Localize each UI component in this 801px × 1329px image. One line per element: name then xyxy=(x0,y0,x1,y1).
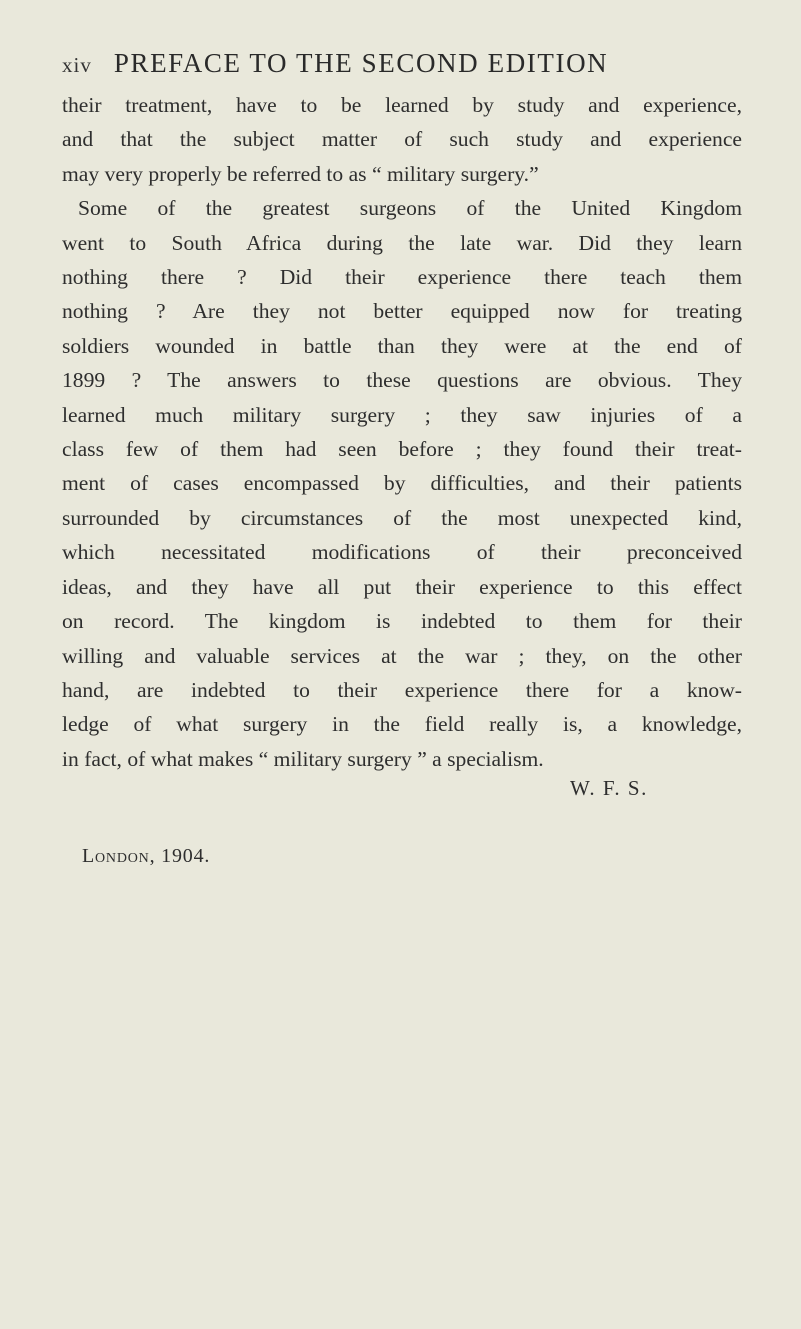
text-line: nothing there ? Did their experience there teach them xyxy=(62,265,742,290)
text-line: and that the subject matter of such study and experience xyxy=(62,127,742,152)
text-line: hand, are indebted to their experience there for a know- xyxy=(62,677,742,702)
author-initials: W. F. S. xyxy=(570,776,648,800)
text-line: ledge of what surgery in the field really is, a knowledge, xyxy=(62,712,742,737)
text-line: Some of the greatest surgeons of the United Kingdom xyxy=(78,196,742,221)
text-line: willing and valuable services at the war ; they, on the other xyxy=(62,643,742,668)
text-line: 1899 ? The answers to these questions are obvious. They xyxy=(62,368,742,393)
text-line: on record. The kingdom is indebted to them for their xyxy=(62,609,742,634)
text-line: went to South Africa during the late war. Did they learn xyxy=(62,230,742,255)
text-line: surrounded by circumstances of the most unexpected kind, xyxy=(62,505,742,530)
text-line: in fact, of what makes “ military surgery ” a specialism. xyxy=(62,746,544,771)
text-line: soldiers wounded in battle than they were at the end of xyxy=(62,333,742,358)
text-line: learned much military surgery ; they saw injuries of a xyxy=(62,402,742,427)
text-line: which necessitated modifications of their preconceived xyxy=(62,540,742,565)
page-header xyxy=(62,48,722,88)
text-line: ment of cases encompassed by difficulties, and their patients xyxy=(62,471,742,496)
text-line: class few of them had seen before ; they found their treat- xyxy=(62,437,742,462)
place-and-date: London, 1904. xyxy=(82,845,211,867)
text-line: may very properly be referred to as “ military surgery.” xyxy=(62,161,539,186)
text-line: nothing ? Are they not better equipped now for treating xyxy=(62,299,742,324)
page-number: xiv xyxy=(62,53,92,77)
preface-text xyxy=(62,88,742,776)
text-line: ideas, and they have all put their experience to this effect xyxy=(62,574,742,599)
running-head: PREFACE TO THE SECOND EDITION xyxy=(113,48,609,78)
text-line: their treatment, have to be learned by study and experience, xyxy=(62,93,742,117)
